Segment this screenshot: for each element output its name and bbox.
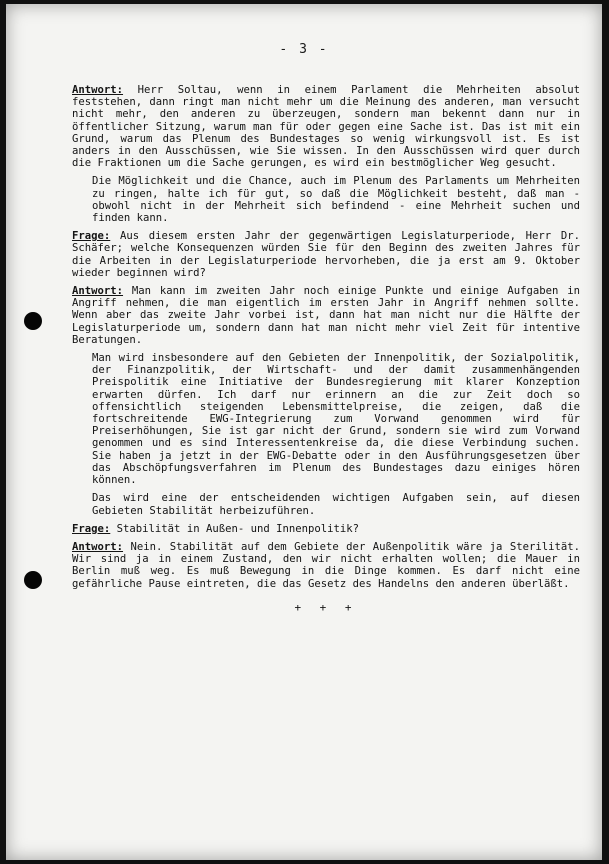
end-mark: + + + — [294, 600, 358, 614]
punch-hole-bottom — [24, 571, 42, 589]
paragraph-text: Herr Soltau, wenn in einem Parlament die Mehrheiten absolut feststehen, dann ringt man nicht mehr um die Meinung des anderen, man versucht nicht mehr, den anderen zu überzeugen, sondern man bekennt dann nur in öffentlicher Sitzung, warum man für oder gegen eine Sache ist. Das ist mit ein Grund, warum das Plenum des Bundestages so wenig wirkungsvoll ist. Es ist anders in den Ausschüssen, wie Sie wissen. In den Ausschüssen wird quer durch die Fraktionen um die Sache gerungen, es wird ein bestmöglicher Weg gesucht. — [72, 84, 580, 170]
document-page — [6, 4, 602, 860]
answer-paragraph — [72, 285, 580, 346]
paragraph-text: Nein. Stabilität auf dem Gebiete der Außenpolitik wäre ja Sterilität. Wir sind ja in einem Zustand, den wir nicht erhalten wollen; die Mauer in Berlin muß weg. Es muß Bewegung in die Dinge kommen. Es darf nicht eine gefährliche Pause eintreten, die das Gesetz des Handelns den anderen überläßt. — [72, 540, 580, 590]
continuation-paragraph — [72, 175, 580, 224]
answer-paragraph — [72, 541, 580, 590]
paragraph-text: Das wird eine der entscheidenden wichtigen Aufgaben sein, auf diesen Gebieten Stabilität herbeizuführen. — [92, 492, 580, 517]
continuation-paragraph — [72, 352, 580, 486]
answer-paragraph — [72, 84, 580, 169]
speaker-label: Frage: — [72, 522, 111, 535]
speaker-label: Frage: — [72, 230, 111, 243]
page-number: - 3 - — [279, 42, 329, 57]
paragraph-text: Man wird insbesondere auf den Gebieten der Innenpolitik, der Sozialpolitik, der Finanzpolitik, der Wirtschaft- und der damit zusammenhängenden Preispolitik eine Initiative der Bundesregierung mit klarer Konzeption erwarten dürfen. Ich darf nur erinnern an die zur Zeit doch so offensichtlich steigenden Lebensmittelpreise, die zeigen, daß die fortschreitende EWG-Integrierung zum Vorwand genommen wird für Preiserhöhungen, Sie ist gar nicht der Grund, sondern sie wird zum Vorwand genommen und es sind Interessentenkreise da, die diese Verbindung suchen. Sie haben ja jetzt in der EWG-Debatte oder in den Ausführungsgesetzen über das Abschöpfungsverfahren im Plenum des Bundestages dazu einiges hören können. — [92, 352, 580, 487]
paragraph-text: Aus diesem ersten Jahr der gegenwärtigen Legislaturperiode, Herr Dr. Schäfer; welche Konsequenzen würden Sie für den Beginn des zweiten Jahres für die Arbeiten in der Legislaturperiode hervorheben, die ja erst am 9. Oktober wieder beginnen wird? — [72, 230, 580, 279]
speaker-label: Antwort: — [72, 540, 124, 553]
question-paragraph — [72, 230, 580, 279]
paragraph-text: Man kann im zweiten Jahr noch einige Punkte und einige Aufgaben in Angriff nehmen, die man eigentlich im ersten Jahr in Angriff nehmen sollte. Wenn aber das zweite Jahr vorbei ist, dann hat man nicht nur die Hälfte der Legislaturperiode um, sondern dann hat man nicht mehr viel Zeit für intentive Beratungen. — [72, 285, 580, 346]
speaker-label: Antwort: — [72, 285, 124, 298]
punch-hole-top — [24, 312, 42, 330]
paragraph-text: Die Möglichkeit und die Chance, auch im Plenum des Parlaments um Mehrheiten zu ringen, halte ich für gut, so daß die Möglichkeit besteht, daß man - obwohl nicht in der Mehrheit sich befindend - eine Mehrheit suchen und finden kann. — [92, 175, 580, 225]
continuation-paragraph — [72, 492, 580, 516]
paragraph-text: Stabilität in Außen- und Innenpolitik? — [110, 522, 360, 535]
document-body — [72, 84, 580, 614]
speaker-label: Antwort: — [72, 84, 124, 96]
question-paragraph — [72, 523, 580, 535]
